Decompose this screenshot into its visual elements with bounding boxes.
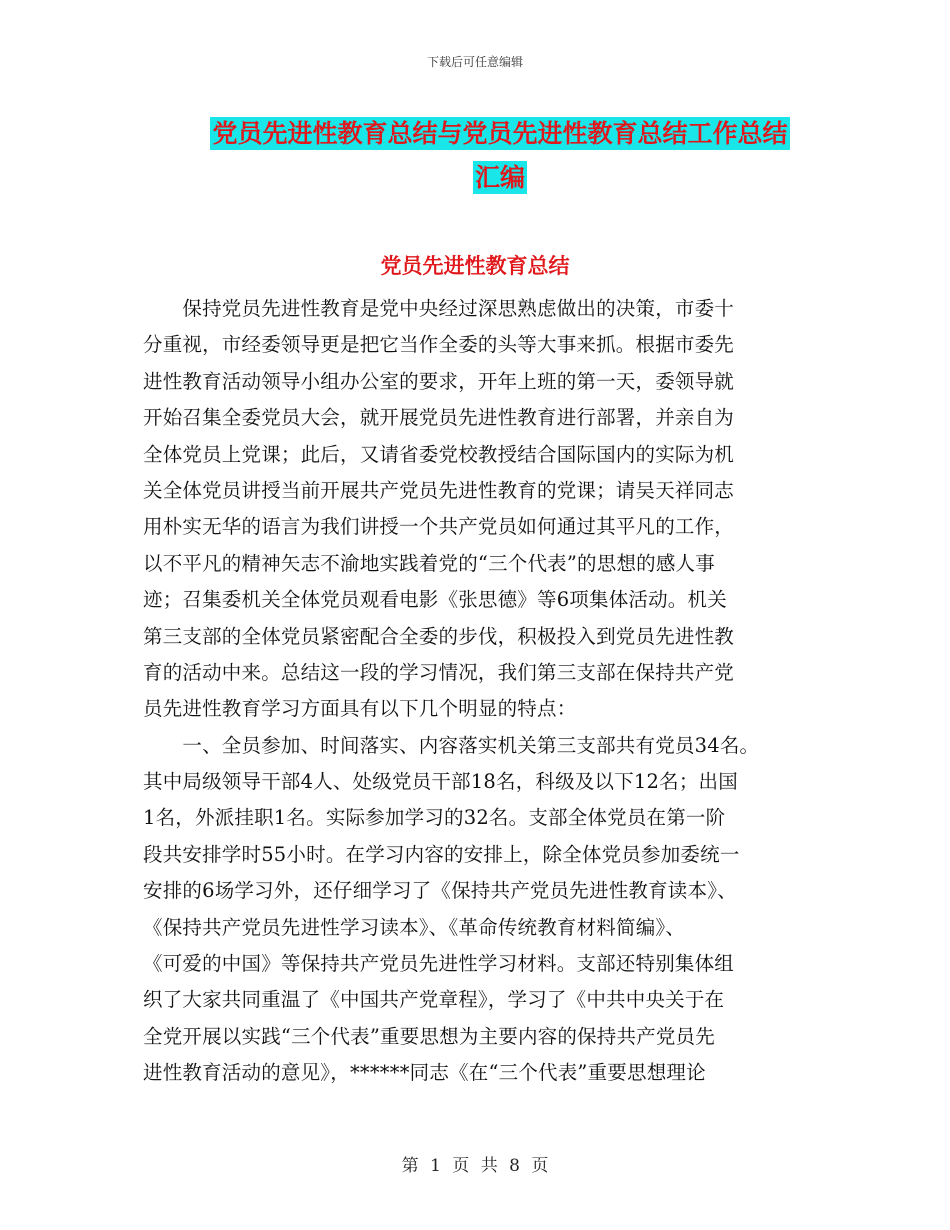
body-text [143,291,803,1092]
paragraph-line: 全党开展以实践“三个代表”重要思想为主要内容的保持共产党员先 [143,1024,715,1048]
paragraph-line: 安排的6场学习外，还仔细学习了《保持共产党员先进性教育读本》、 [143,879,737,903]
header-note: 下载后可任意编辑 [426,55,523,69]
paragraph-line: 全体党员上党课；此后，又请省委党校教授结合国际国内的实际为机 [143,442,735,466]
paragraph-line: 分重视，市经委领导更是把它当作全委的头等大事来抓。根据市委先 [143,333,735,357]
paragraph-line: 以不平凡的精神矢志不渝地实践着党的“三个代表”的思想的感人事 [143,551,715,575]
paragraph-line: 用朴实无华的语言为我们讲授一个共产党员如何通过其平凡的工作， [143,515,735,539]
document-title-line-2: 汇编 [474,163,525,192]
paragraph-line: 员先进性教育学习方面具有以下几个明显的特点： [143,697,577,721]
paragraph-line: 1名，外派挂职1名。实际参加学习的32名。支部全体党员在第一阶 [143,806,726,830]
page-footer: 第 1 页 共 8 页 [401,1156,549,1176]
paragraph-line: 保持党员先进性教育是党中央经过深思熟虑做出的决策，市委十 [143,297,735,320]
paragraph-line: 迹；召集委机关全体党员观看电影《张思德》等6项集体活动。机关 [143,588,727,612]
paragraph-line: 其中局级领导干部4人、处级党员干部18名，科级及以下12名；出国 [143,770,738,794]
paragraph-line: 第三支部的全体党员紧密配合全委的步伐，积极投入到党员先进性教 [143,624,735,648]
paragraph-line: 织了大家共同重温了《中国共产党章程》，学习了《中共中央关于在 [143,988,725,1012]
paragraph-line: 《保持共产党员先进性学习读本》、《革命传统教育材料简编》、 [143,915,686,939]
paragraph-line: 《可爱的中国》等保持共产党员先进性学习材料。支部还特别集体组 [143,952,735,976]
paragraph-line: 段共安排学时55小时。在学习内容的安排上，除全体党员参加委统一 [143,842,740,866]
section-title: 党员先进性教育总结 [380,254,570,278]
paragraph-line: 育的活动中来。总结这一段的学习情况，我们第三支部在保持共产党 [143,660,735,684]
paragraph-line: 进性教育活动的意见》，******同志《在“三个代表”重要思想理论 [143,1061,706,1085]
paragraph-line: 开始召集全委党员大会，就开展党员先进性教育进行部署，并亲自为 [143,406,735,430]
paragraph-line: 一、全员参加、时间落实、内容落实机关第三支部共有党员34名。 [143,733,760,757]
paragraph-line: 进性教育活动领导小组办公室的要求，开年上班的第一天，委领导就 [143,369,735,393]
document-title-line-1: 党员先进性教育总结与党员先进性教育总结工作总结 [212,119,788,148]
paragraph-line: 关全体党员讲授当前开展共产党员先进性教育的党课；请吴天祥同志 [143,478,735,502]
